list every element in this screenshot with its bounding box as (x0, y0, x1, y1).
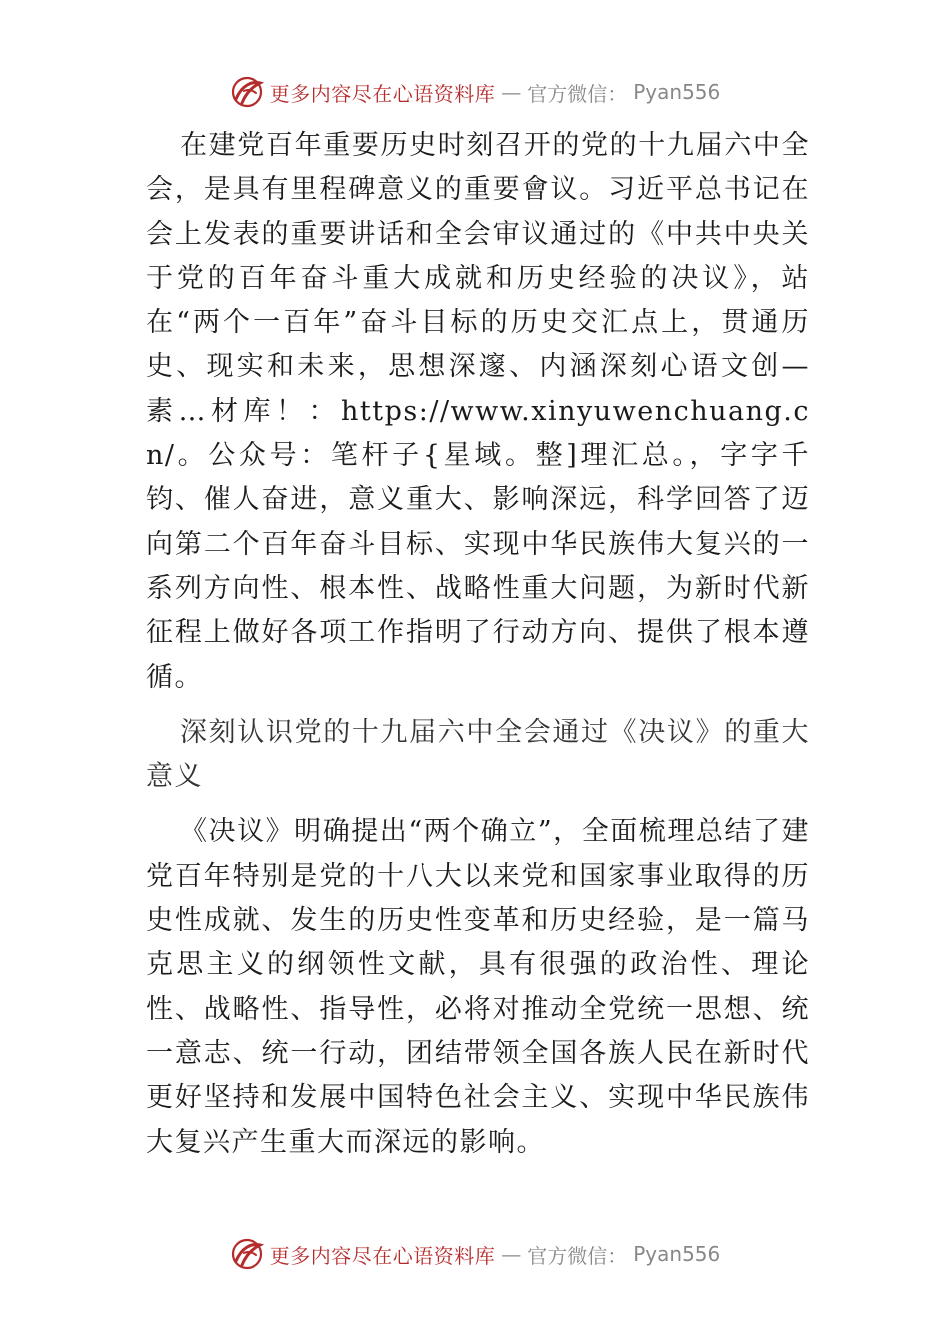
watermark-text: 更多内容尽在心语资料库 (269, 81, 496, 106)
watermark-separator: — (501, 1242, 522, 1266)
watermark-official-label: 官方微信： (527, 1243, 628, 1268)
paragraph-resolution: 《决议》明确提出“两个确立”，全面梳理总结了建党百年特别是党的十八大以来党和国家事业取得的历史性成就、发生的历史性变革和历史经验，是一篇马克思主义的纲领性文献，具有很强的政治性、理论性、战略性、指导性，必将对推动全党统一思想、统一意志、统一行动，团结带领全国各族人民在新时代更好坚持和发展中国特色社会主义、实现中华民族伟大复兴产生重大而深远的影响。 (146, 816, 810, 1158)
watermark-separator: — (501, 80, 522, 104)
watermark-wechat-id: Pyan556 (633, 1242, 721, 1266)
watermark-text: 更多内容尽在心语资料库 (269, 1243, 496, 1268)
section-heading: 深刻认识党的十九届六中全会通过《决议》的重大意义 (146, 716, 810, 793)
paragraph-intro: 在建党百年重要历史时刻召开的党的十九届六中全会，是具有里程碑意义的重要會议。习近平总书记在会上发表的重要讲话和全会审议通过的《中共中央关于党的百年奋斗重大成就和历史经验的决议》，站在“两个一百年”奋斗目标的历史交汇点上，贯通历史、现实和未来，思想深邃、内涵深刻心语文创—素…材库！：https://www.xinyuwenchuang.cn/。公众号：笔杆子{星域。整]理汇总。，字字千钧、催人奋进，意义重大、影响深远，科学回答了迈向第二个百年奋斗目标、实现中华民族伟大复兴的一系列方向性、根本性、战略性重大问题，为新时代新征程上做好各项工作指明了行动方向、提供了根本遵循。 (146, 130, 810, 693)
document-body (146, 124, 810, 1165)
header-watermark (0, 72, 950, 112)
red-stroke-logo-icon (230, 1237, 264, 1271)
red-stroke-logo-icon (230, 75, 264, 109)
watermark-wechat-id: Pyan556 (633, 80, 721, 104)
watermark-official-label: 官方微信： (527, 81, 628, 106)
footer-watermark (0, 1234, 950, 1274)
